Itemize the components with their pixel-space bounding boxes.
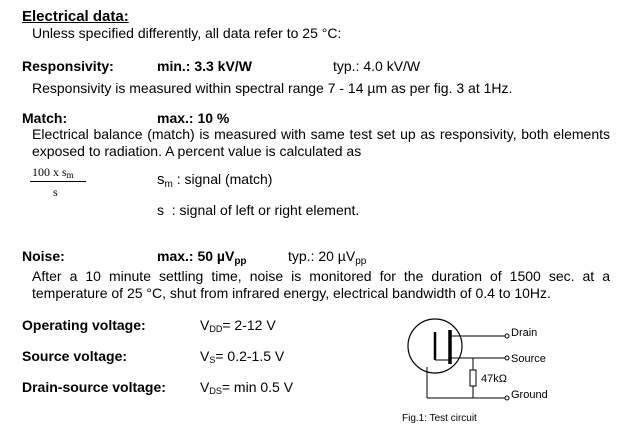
resistor-label: 47kΩ [481, 373, 507, 385]
drain-terminal [505, 334, 509, 338]
figure-caption: Fig.1: Test circuit [402, 413, 477, 424]
source-terminal [505, 356, 509, 360]
section-heading: Electrical data: [22, 8, 129, 25]
operating-voltage-value: VDD= 2-12 V [200, 317, 276, 334]
source-voltage-value: VS= 0.2-1.5 V [200, 348, 285, 365]
s-definition: s : signal of left or right element. [157, 202, 360, 218]
match-description [32, 126, 610, 143]
noise-label: Noise: [22, 248, 65, 264]
test-circuit-diagram [395, 312, 565, 412]
match-description-line2: exposed to radiation. A percent value is calculated as [32, 143, 362, 159]
formula-denominator: s [53, 185, 58, 199]
formula-numerator: 100 x sm [32, 165, 74, 180]
match-description-line1: Electrical balance (match) is measured with same test set up as responsivity, both elements [32, 126, 610, 142]
noise-max: max.: 50 µV$_{pp}$ [157, 248, 247, 267]
drain-label: Drain [511, 327, 538, 339]
noise-description [32, 268, 610, 285]
responsivity-typ: typ.: 4.0 kV/W [333, 58, 421, 74]
noise-description-line1: After a 10 minute settling time, noise is monitored for the duration of 1500 sec. at a [32, 268, 610, 284]
intro-text: Unless specified differently, all data refer to 25 °C: [32, 25, 342, 41]
noise-description-line2: temperature of 25 °C, shut from infrared energy, electrical bandwidth of 0.4 to 10Hz. [32, 285, 551, 301]
fraction-bar [30, 181, 86, 182]
operating-voltage-label: Operating voltage: [22, 317, 146, 333]
source-label: Source [511, 353, 546, 365]
ground-terminal [505, 396, 509, 400]
resistor [470, 370, 476, 386]
source-voltage-label: Source voltage: [22, 348, 128, 364]
match-max: max.: 10 % [157, 110, 230, 126]
drain-source-voltage-value: VDS= min 0.5 V [200, 379, 294, 396]
responsivity-min: min.: 3.3 kV/W [157, 58, 252, 74]
drain-source-voltage-label: Drain-source voltage: [22, 379, 166, 395]
responsivity-label: Responsivity: [22, 58, 114, 74]
match-label: Match: [22, 110, 68, 126]
responsivity-note: Responsivity is measured within spectral range 7 - 14 µm as per fig. 3 at 1Hz. [32, 80, 513, 96]
ground-label: Ground [511, 389, 548, 401]
noise-typ: typ.: 20 µV$_{pp}$ [288, 248, 367, 267]
sm-definition: $s_m$ : signal (match) [157, 171, 273, 190]
